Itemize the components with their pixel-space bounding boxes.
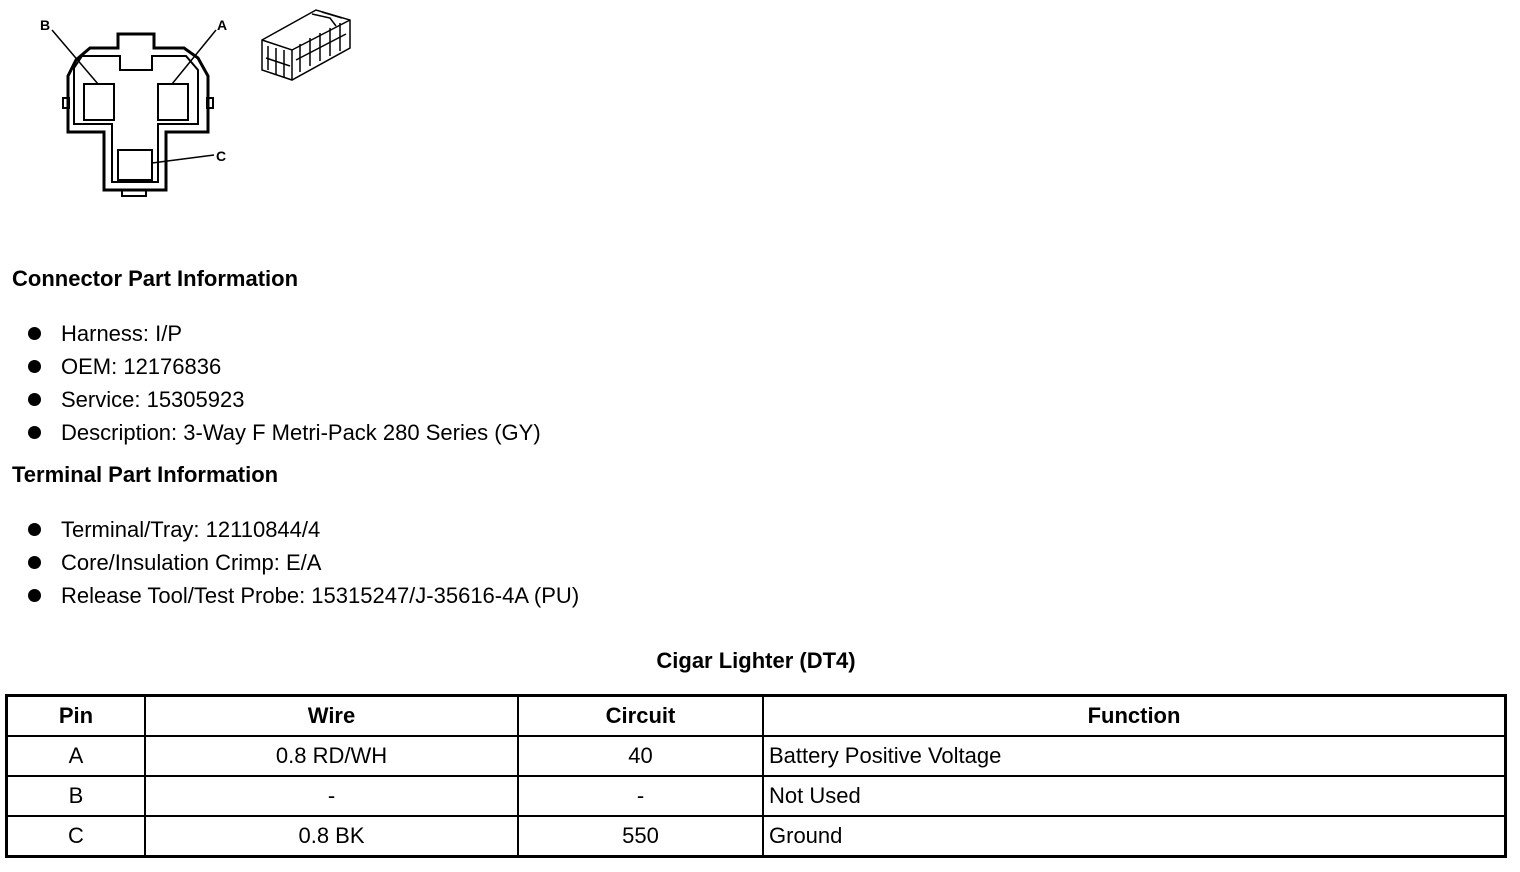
cell-circuit: 40 — [518, 736, 763, 776]
cell-pin: C — [7, 816, 146, 857]
list-item-text: Service: 15305923 — [61, 386, 245, 412]
bullet-icon — [28, 426, 41, 439]
bullet-icon — [28, 556, 41, 569]
list-item — [28, 513, 579, 546]
pin-table — [5, 694, 1507, 858]
list-item-text: Description: 3-Way F Metri-Pack 280 Series (GY) — [61, 419, 541, 445]
cell-function: Not Used — [763, 776, 1506, 816]
cell-wire: 0.8 BK — [145, 816, 518, 857]
terminal-part-info-heading: Terminal Part Information — [12, 462, 279, 487]
cell-wire: 0.8 RD/WH — [145, 736, 518, 776]
cell-function: Battery Positive Voltage — [763, 736, 1506, 776]
connector-part-info-heading: Connector Part Information — [12, 266, 299, 291]
list-item — [28, 416, 541, 449]
pin-label-c: C — [216, 148, 227, 164]
list-item-text: Harness: I/P — [61, 320, 183, 346]
header-pin: Pin — [7, 696, 146, 737]
list-item-text: Terminal/Tray: 12110844/4 — [61, 516, 321, 542]
cell-function: Ground — [763, 816, 1506, 857]
list-item — [28, 546, 579, 579]
bullet-icon — [28, 327, 41, 340]
connector-diagram — [0, 0, 380, 210]
bullet-icon — [28, 589, 41, 602]
header-circuit: Circuit — [518, 696, 763, 737]
list-item-text: Release Tool/Test Probe: 15315247/J-35616-4A (PU) — [61, 582, 580, 608]
pin-table-title: Cigar Lighter (DT4) — [656, 648, 856, 673]
table-header-row — [7, 696, 1506, 737]
cell-pin: B — [7, 776, 146, 816]
pin-cavity-c — [118, 150, 152, 180]
bullet-icon — [28, 393, 41, 406]
connector-right-tab — [207, 98, 213, 108]
cell-wire: - — [145, 776, 518, 816]
header-wire: Wire — [145, 696, 518, 737]
connector-isometric-view — [262, 10, 350, 80]
list-item-text: OEM: 12176836 — [61, 353, 222, 379]
connector-left-tab — [63, 98, 69, 108]
list-item — [28, 350, 541, 383]
cell-circuit: 550 — [518, 816, 763, 857]
list-item-text: Core/Insulation Crimp: E/A — [61, 549, 322, 575]
list-item — [28, 317, 541, 350]
table-row — [7, 776, 1506, 816]
pin-cavity-a — [158, 84, 188, 120]
terminal-part-info-list — [28, 513, 579, 612]
list-item — [28, 383, 541, 416]
pin-label-b: B — [40, 17, 51, 33]
table-row — [7, 816, 1506, 857]
pin-cavity-b — [84, 84, 114, 120]
cell-pin: A — [7, 736, 146, 776]
leader-line-c — [152, 155, 214, 163]
list-item — [28, 579, 579, 612]
pin-label-a: A — [217, 17, 228, 33]
connector-part-info-list — [28, 317, 541, 449]
bullet-icon — [28, 360, 41, 373]
table-row — [7, 736, 1506, 776]
header-function: Function — [763, 696, 1506, 737]
bullet-icon — [28, 523, 41, 536]
cell-circuit: - — [518, 776, 763, 816]
